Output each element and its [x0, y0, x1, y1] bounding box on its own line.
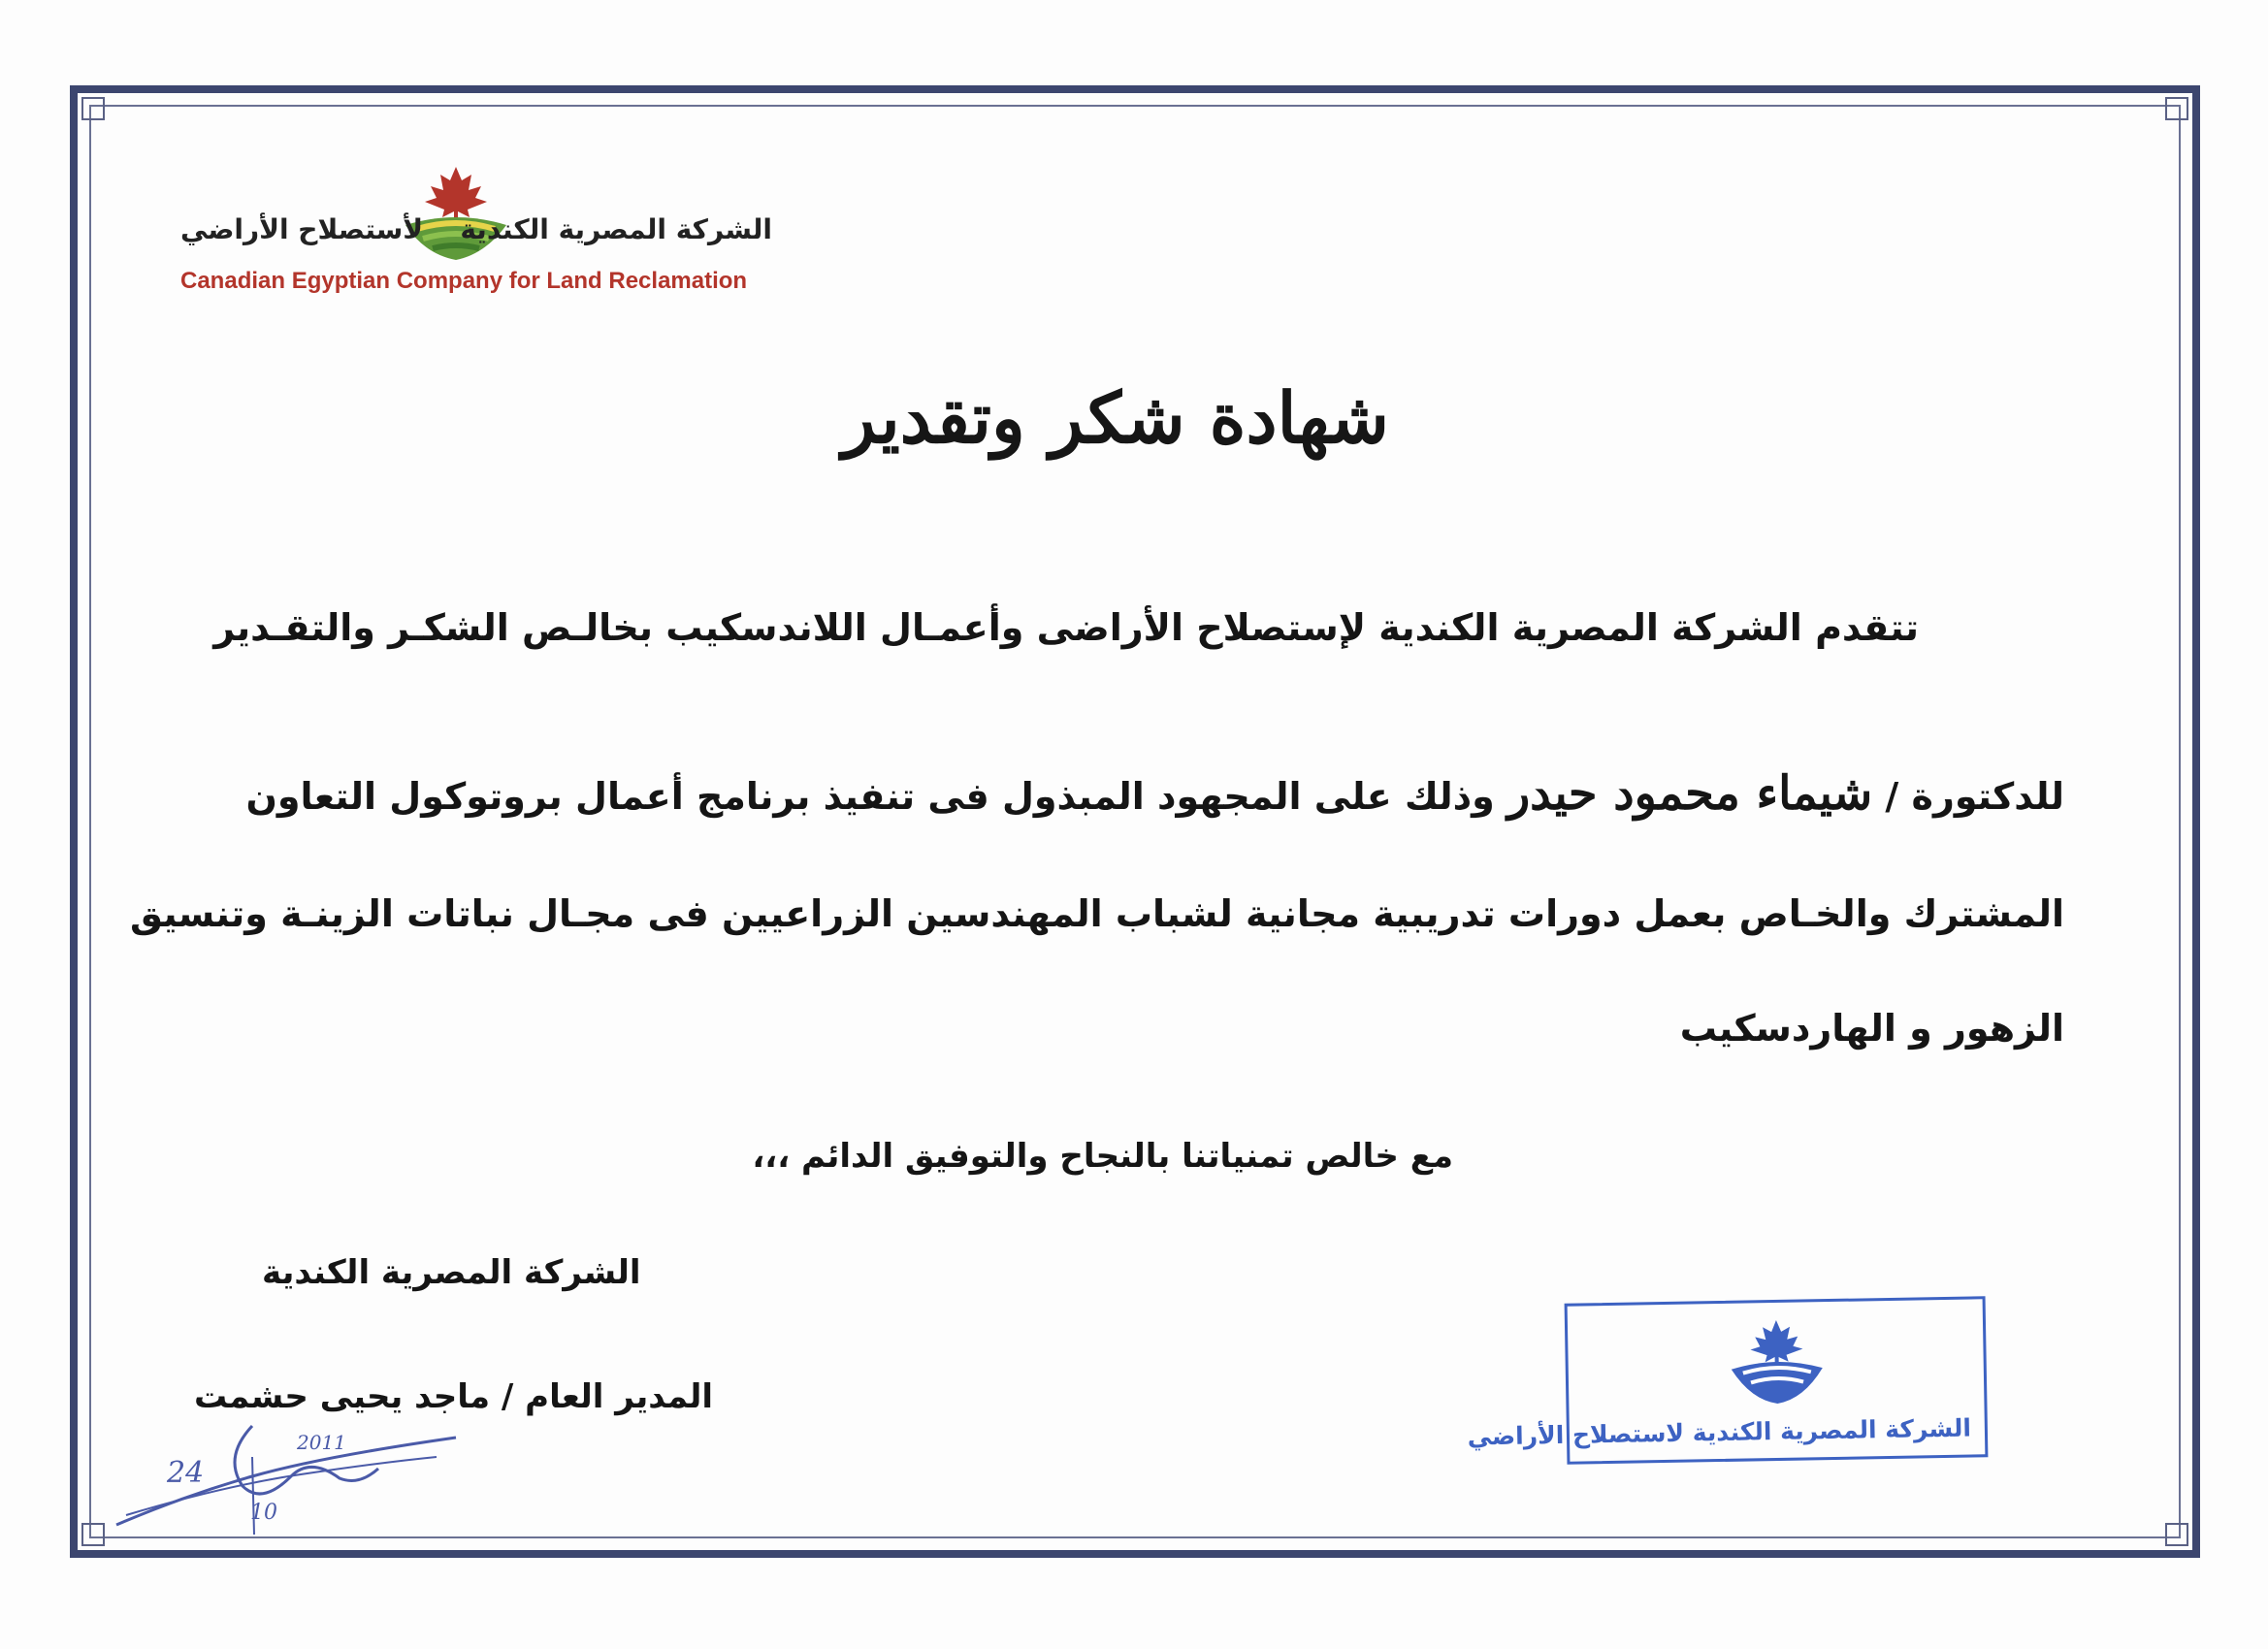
body-line-2 [246, 766, 2065, 821]
company-logo [175, 167, 776, 312]
stamp-text: الشركة المصرية الكندية لاستصلاح الأراضي [1467, 1413, 1972, 1451]
recipient-prefix: للدكتورة / [1885, 775, 2064, 818]
border-corner-bottom-right [2165, 1523, 2188, 1546]
border-corner-top-right [2165, 97, 2188, 120]
certificate-title: شهادة شكر وتقدير [842, 376, 1389, 459]
border-corner-bottom-left [81, 1523, 105, 1546]
logo-company-name-en: Canadian Egyptian Company for Land Reclamation [180, 268, 748, 294]
recipient-name: شيماء محمود حيدر [1507, 766, 1873, 821]
signature-year: 2011 [297, 1431, 346, 1454]
signature-day: 24 [167, 1456, 205, 1490]
closing-wishes: مع خالص تمنياتنا بالنجاح والتوفيق الدائم ،،، [752, 1137, 1453, 1176]
signature-month: 10 [250, 1501, 277, 1525]
signatory-company: الشركة المصرية الكندية [262, 1253, 641, 1292]
border-corner-top-left [81, 97, 105, 120]
company-stamp [1467, 1296, 1989, 1465]
signatory-name: المدير العام / ماجد يحيى حشمت [194, 1377, 714, 1416]
handwritten-signature [107, 1418, 475, 1544]
body-line-4: الزهور و الهاردسكيب [1679, 1007, 2064, 1050]
body-line-2-text: وذلك على المجهود المبذول فى تنفيذ برنامج أعمال بروتوكول التعاون [245, 775, 1495, 818]
logo-activity-ar: لأستصلاح الأراضي [180, 213, 424, 245]
body-line-3: المشترك والخـاص بعمل دورات تدريبية مجانية لشباب المهندسين الزراعيين فى مجـال نباتات الزينـة وتنسيق [130, 892, 2064, 935]
logo-company-name-ar: الشركة المصرية الكندية [460, 213, 772, 245]
body-line-1: تتقدم الشركة المصرية الكندية لإستصلاح الأراضى وأعمـال اللاندسكيب بخالـص الشكـر والتقـدير [213, 606, 1919, 649]
stamp-maple-leaf-icon [1723, 1319, 1831, 1408]
